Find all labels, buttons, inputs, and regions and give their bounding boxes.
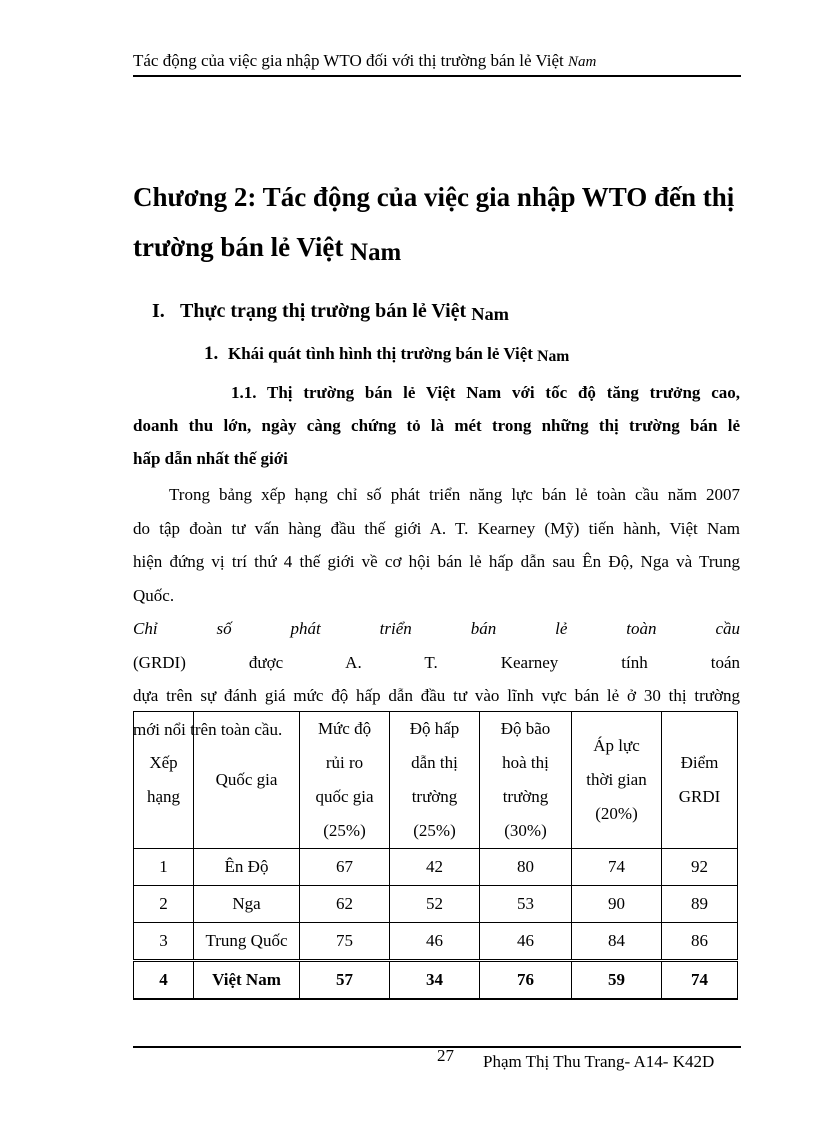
table-cell: 86 — [662, 923, 738, 961]
paragraph-line-4 — [133, 579, 740, 680]
section-title-tail: Nam — [471, 303, 509, 324]
subsection-title-tail: Nam — [537, 348, 570, 366]
paragraph-line-2: do tập đoàn tư vấn hàng đầu thế giới A. T. Kearney (Mỹ) tiến hành, Việt Nam — [133, 518, 740, 538]
table-row — [134, 923, 738, 961]
subsection-heading — [204, 343, 569, 365]
paragraph-line-1: Trong bảng xếp hạng chỉ số phát triển năng lực bán lẻ toàn cầu năm 2007 — [169, 485, 740, 504]
table-cell: 2 — [134, 886, 194, 923]
subsubsection-line: hấp dẫn nhất thế giới — [133, 449, 288, 468]
table-cell: 80 — [480, 849, 572, 886]
running-header-text-tail: Nam — [568, 54, 597, 70]
table-cell: Việt Nam — [194, 961, 300, 1000]
table-cell: Trung Quốc — [194, 923, 300, 961]
table-cell: 74 — [662, 961, 738, 1000]
table-cell: 62 — [300, 886, 390, 923]
footer-author: Phạm Thị Thu Trang- A14- K42D — [483, 1052, 715, 1071]
subsection-title: Khái quát tình hình thị trường bán lẻ Việt — [228, 344, 533, 363]
column-header-rank: Xếp hạng — [134, 712, 194, 849]
grdi-ranking-table — [133, 711, 738, 1000]
header-divider — [133, 75, 741, 77]
subsubsection-heading — [133, 376, 740, 475]
table-cell: 3 — [134, 923, 194, 961]
subsubsection-line: 1.1. Thị trường bán lẻ Việt Nam với tốc độ tăng trưởng cao, — [231, 383, 740, 402]
table-row-highlighted — [134, 961, 738, 1000]
paragraph-line-5: dựa trên sự đánh giá mức độ hấp dẫn đầu tư vào lĩnh vực bán lẻ ở 30 thị trường — [133, 686, 740, 705]
table-cell: 42 — [390, 849, 480, 886]
chapter-title-line-1: Chương 2: Tác động của việc gia nhập WTO đến thị — [133, 182, 735, 212]
table-cell: 75 — [300, 923, 390, 961]
paragraph-line-3: hiện đứng vị trí thứ 4 thế giới về cơ hội bán lẻ hấp dẫn sau Ên Độ, Nga và Trung — [133, 552, 740, 571]
section-title: Thực trạng thị trường bán lẻ Việt — [180, 300, 467, 322]
table-cell: 67 — [300, 849, 390, 886]
table-cell: 90 — [572, 886, 662, 923]
paragraph-italic-term: Chỉ số phát triển bán lẻ toàn cầu — [133, 619, 740, 638]
table-cell: Ên Độ — [194, 849, 300, 886]
running-header-text: Tác động của việc gia nhập WTO đối với thị trường bán lẻ Việt — [133, 51, 564, 70]
table-cell: 74 — [572, 849, 662, 886]
page-number: 27 — [437, 1046, 454, 1065]
table-cell: 34 — [390, 961, 480, 1000]
body-paragraph — [133, 478, 740, 746]
column-header-grdi-score: Điểm GRDI — [662, 712, 738, 849]
column-header-country-risk: Mức độ rủi ro quốc gia (25%) — [300, 712, 390, 849]
paragraph-line-4-start: Quốc. — [133, 585, 175, 605]
chapter-title-line-2-tail: Nam — [350, 238, 402, 266]
table-cell: Nga — [194, 886, 300, 923]
paragraph-line-4-end: (GRDI) được A. T. Kearney tính toán — [133, 652, 740, 672]
table-header-row — [134, 712, 738, 849]
chapter-title — [133, 172, 753, 274]
table-cell: 84 — [572, 923, 662, 961]
table-cell: 59 — [572, 961, 662, 1000]
table-row — [134, 849, 738, 886]
table-cell: 46 — [390, 923, 480, 961]
column-header-time-pressure: Áp lực thời gian (20%) — [572, 712, 662, 849]
chapter-title-line-2-main: trường bán lẻ Việt — [133, 232, 344, 262]
table-cell: 4 — [134, 961, 194, 1000]
table-cell: 46 — [480, 923, 572, 961]
column-header-market-saturation: Độ bão hoà thị trường (30%) — [480, 712, 572, 849]
table-cell: 1 — [134, 849, 194, 886]
table-cell: 57 — [300, 961, 390, 1000]
table-cell: 53 — [480, 886, 572, 923]
chapter-title-line-2 — [133, 222, 753, 274]
table-cell: 76 — [480, 961, 572, 1000]
paragraph-line-6: mới nổi trên toàn cầu. — [133, 719, 283, 739]
section-number: I. — [152, 300, 165, 322]
subsection-number: 1. — [204, 343, 219, 364]
table-row — [134, 886, 738, 923]
running-header — [133, 50, 740, 73]
column-header-market-attractiveness: Độ hấp dẫn thị trường (25%) — [390, 712, 480, 849]
section-heading — [152, 300, 509, 323]
column-header-country: Quốc gia — [194, 712, 300, 849]
subsubsection-line: doanh thu lớn, ngày càng chứng tỏ là mét trong những thị trường bán lẻ — [133, 416, 740, 435]
table-cell: 89 — [662, 886, 738, 923]
table-cell: 92 — [662, 849, 738, 886]
table-cell: 52 — [390, 886, 480, 923]
